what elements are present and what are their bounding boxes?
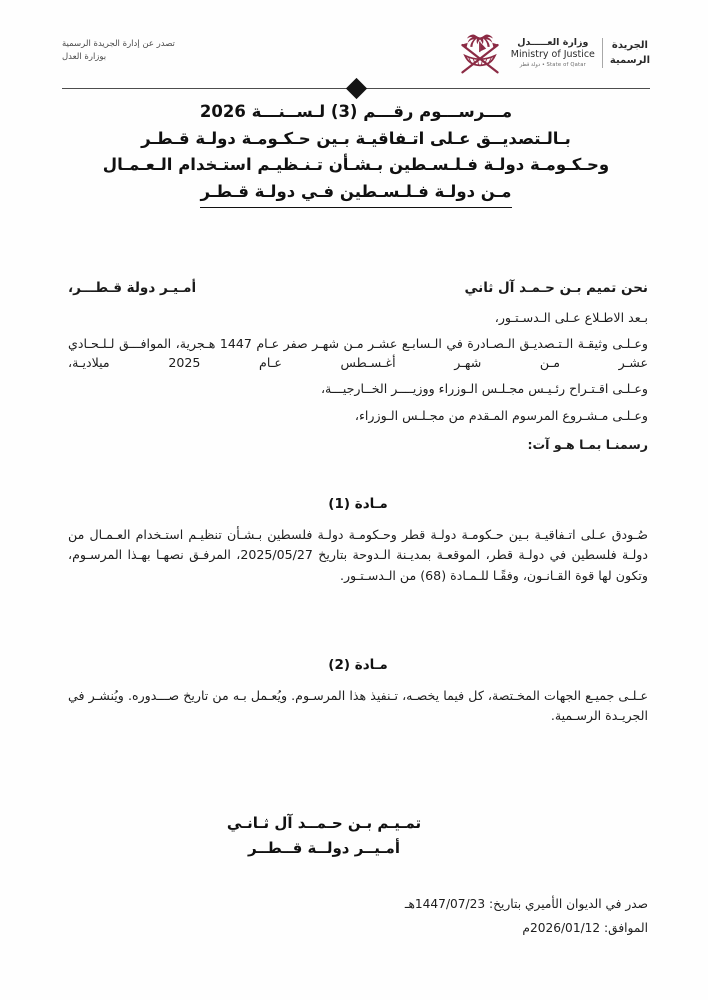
signatory-name: تمـيـم بـن حـمــد آل ثـانـي <box>226 814 422 832</box>
gazette-name <box>602 38 650 68</box>
preamble-line-2: وعـلـى وثيقـة الـتـصديـق الـصـادرة في الـسابـع عشـر مـن شهـر صفر عـام 1447 هـجرية، الموافـــق لـلـحـادي عشـر مـن شهـر أغـسـطس عـام 2025 ميلاديـة، <box>68 336 649 371</box>
ministry-country-sub: دولة قطر • State of Qatar <box>519 62 586 69</box>
article-1 <box>68 496 648 586</box>
ministry-name <box>509 37 595 70</box>
signature-block <box>0 810 708 860</box>
gazette-name-line-1: الجريدة <box>611 40 648 51</box>
gazette-source-line-1: تصدر عن إدارة الجريدة الرسمية <box>62 39 175 49</box>
decree-title <box>62 99 650 208</box>
decree-subject-line-1: بـالـتصديــق عـلى اتـفاقيـة بـين حـكـومـة دولـة قـطـر <box>141 128 571 148</box>
diamond-ornament-icon <box>345 78 366 99</box>
preamble-line-3: وعـلـى اقـتـراح رئـيـس مجـلـس الـوزراء ووزيــــر الخــارجيـــة، <box>320 381 648 397</box>
gazette-source-note <box>62 38 175 64</box>
decree-number-line: مـــرســـوم رقـــم (3) لـســنـــة 2026 <box>199 102 513 121</box>
article-1-body: صُـودق عـلى اتـفاقيـة بـين حـكومـة دولـة قطر وحـكومـة دولـة فلسطين بـشـأن تنظيـم استـخدام العـمـال من دولـة فلسطين في دولـة قطر، الموقعـة بمديـنة الـدوحة بتاريخ 2025/05/27، المرفـق نصهـا بهـذا المرسـوم، وتكون لها قوة القـانـون، وفقًـا للـمـادة (68) من الـدسـتـور. <box>68 527 648 583</box>
header-divider <box>62 80 650 96</box>
preamble-section <box>68 280 648 461</box>
article-2-heading: مـادة (2) <box>328 657 388 673</box>
ministry-name-arabic: وزارة العـــــدل <box>517 36 589 48</box>
preamble-line-4: وعـلـى مـشـروع المرسوم المـقدم من مجـلـس الـوزراء، <box>354 407 648 423</box>
decree-subject-line-2: وحـكـومـة دولـة فـلـسـطين بـشـأن تـنـظيـم استـخدام الـعـمـال <box>102 155 610 175</box>
emir-declaration-line <box>68 280 648 296</box>
signatory-title: أمـيــر دولــة قــطــر <box>248 839 400 858</box>
decreed-statement: رسمنـا بمـا هـو آت: <box>527 436 648 452</box>
issuance-dates <box>405 893 648 941</box>
decree-subject-line-3: مـن دولـة فـلـسـطين فـي دولـة قـطـر <box>200 179 511 208</box>
masthead <box>62 30 650 82</box>
gazette-source-line-2: بوزارة العدل <box>62 52 107 63</box>
article-1-heading: مـادة (1) <box>328 496 388 512</box>
article-2-body: عـلـى جميـع الجهات المخـتصة، كل فيما يخصـه، تـنفيذ هذا المرسـوم. ويُعـمل بـه من تاريخ صـــدوره. ويُنشـر في الجريـدة الرسـمية. <box>68 688 648 724</box>
preamble-line-1: بـعد الاطـلاع عـلى الـدسـتـور، <box>494 310 648 325</box>
gregorian-issuance-date: الموافق: 2026/01/12م <box>522 920 648 935</box>
hijri-issuance-date: صدر في الديوان الأميري بتاريخ: 1447/07/23هـ <box>404 897 648 911</box>
emir-name: نحن تميم بـن حـمـد آل ثاني <box>464 280 648 296</box>
ministry-name-english: Ministry of Justice <box>510 49 595 61</box>
qatar-state-emblem-icon <box>458 30 502 76</box>
ministry-branding <box>458 30 650 76</box>
gazette-name-line-2: الرسمية <box>609 55 650 66</box>
article-2 <box>68 657 648 727</box>
emir-title: أمـيـر دولة قـطـــر، <box>68 280 197 296</box>
